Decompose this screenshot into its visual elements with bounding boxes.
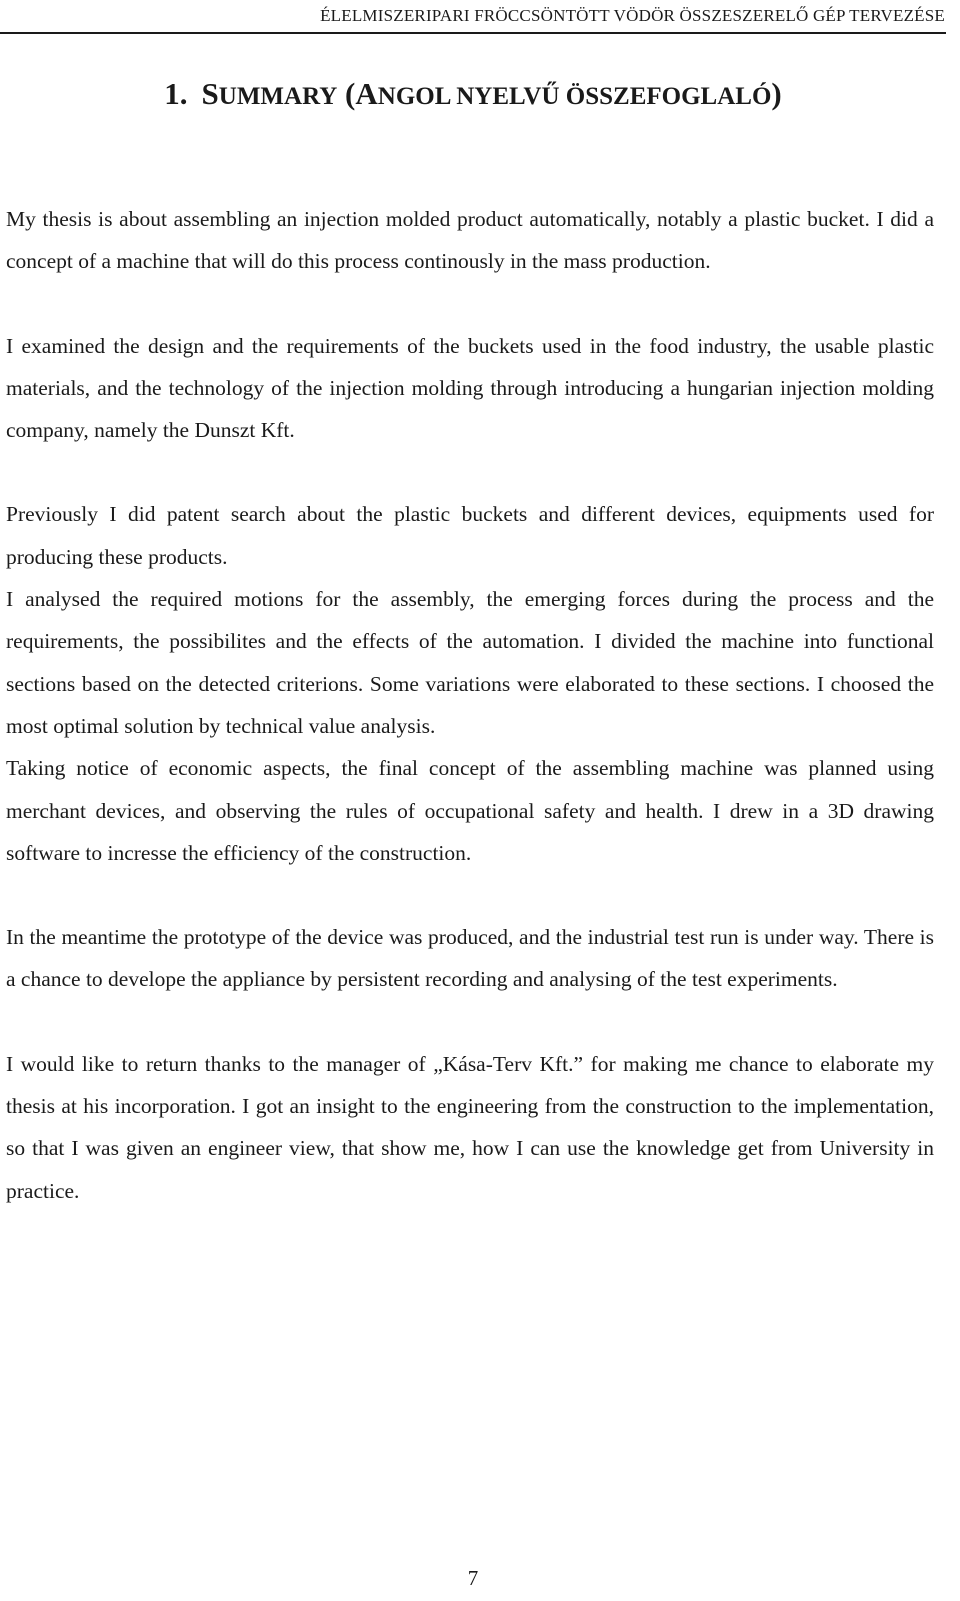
paragraph-5: Taking notice of economic aspects, the final concept of the assembling machine was planned using merchant devices, and observing the rules of occupational safety and health. I drew in a 3D drawing software to incresse the efficiency of the construction. <box>6 756 934 865</box>
page-number: 7 <box>467 1566 479 1590</box>
title-close-paren: ) <box>771 76 782 111</box>
paragraph-6: In the meantime the prototype of the device was produced, and the industrial test run is under way. There is a chance to develope the appliance by persistent recording and analysing of the test experiments. <box>6 925 934 992</box>
header-divider <box>0 32 946 34</box>
title-smallcaps-2: NGOL NYELVŰ ÖSSZEFOGLALÓ <box>377 83 772 110</box>
paragraph-spacer <box>6 874 934 916</box>
paragraph-spacer <box>6 451 934 493</box>
summary-body <box>6 198 934 1212</box>
paragraph-spacer <box>6 283 934 325</box>
paragraph-4: I analysed the required motions for the assembly, the emerging forces during the process and the requirements, the possibilites and the effects of the automation. I divided the machine into functional sections based on the detected criterions. Some variations were elaborated to these sections. I choosed the most optimal solution by technical value analysis. <box>6 587 934 738</box>
paragraph-7: I would like to return thanks to the manager of „Kása-Terv Kft.” for making me chance to elaborate my thesis at his incorporation. I got an insight to the engineering from the construction to the implementation, so that I was given an engineer view, that show me, how I can use the knowledge get from University in practice. <box>6 1051 934 1203</box>
title-smallcaps-1: UMMARY <box>218 83 338 110</box>
chapter-title <box>0 76 946 112</box>
title-cap-2: (A <box>337 76 378 111</box>
title-cap-1: S <box>201 76 219 111</box>
running-header: ÉLELMISZERIPARI FRÖCCSÖNTÖTT VÖDÖR ÖSSZESZERELŐ GÉP TERVEZÉSE <box>320 6 945 25</box>
paragraph-1: My thesis is about assembling an injection molded product automatically, notably a plastic bucket. I did a concept of a machine that will do this process continously in the mass production. <box>6 207 934 274</box>
paragraph-spacer <box>6 1001 934 1043</box>
chapter-number: 1. <box>164 76 188 111</box>
paragraph-3: Previously I did patent search about the plastic buckets and different devices, equipments used for producing these products. <box>6 502 934 569</box>
paragraph-2: I examined the design and the requirements of the buckets used in the food industry, the usable plastic materials, and the technology of the injection molding through introducing a hungarian injection molding company, namely the Dunszt Kft. <box>6 333 934 443</box>
